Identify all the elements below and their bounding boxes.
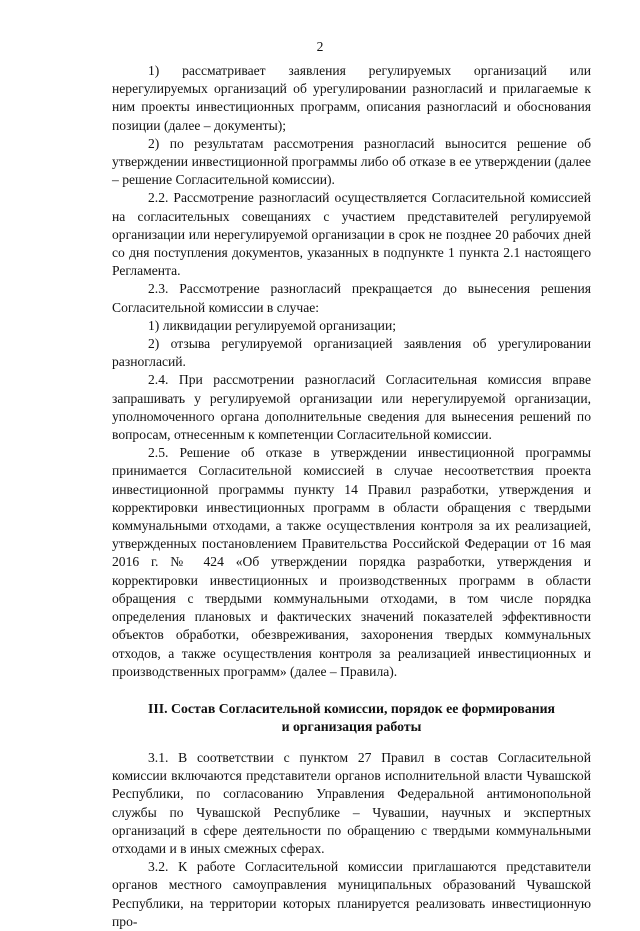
paragraph-2-3-item-2: 2) отзыва регулируемой организацией заявления об урегулировании разногласий. xyxy=(112,336,591,370)
page-number: 2 xyxy=(316,39,324,54)
paragraph-3-1-item-1: 1) рассматривает заявления регулируемых организаций или нерегулируемых организаций об урегулировании разногласий и прилагаемые к ним проекты инвестиционных программ, описания разногласий и обоснования позиции (далее – документы); xyxy=(112,63,591,133)
paragraph-3-1: 3.1. В соответствии с пунктом 27 Правил в состав Согласительной комиссии включаются представители органов исполнительной власти Чувашской Республики, по согласованию Управления Федеральной антимонопольной службы по Чувашской Республике – Чувашии, научных и экспертных организаций в сфере деятельности по обращению с твердыми коммунальными отходами и в иных смежных сферах. xyxy=(112,749,591,856)
document-body xyxy=(112,62,591,931)
paragraph-2-3-item-1: 1) ликвидации регулируемой организации; xyxy=(148,317,397,333)
paragraph-2-4: 2.4. При рассмотрении разногласий Согласительная комиссия вправе запрашивать у регулируемой организации или нерегулируемой организации, уполномоченного органа дополнительные сведения для вынесения решений по вопросам, отнесенным к компетенции Согласительной комиссии. xyxy=(112,372,591,443)
paragraph-2-3: 2.3. Рассмотрение разногласий прекращается до вынесения решения Согласительной комиссии в случае: xyxy=(112,281,591,315)
section-heading xyxy=(112,700,591,736)
paragraph-3-2: 3.2. К работе Согласительной комиссии приглашаются представители органов местного самоуправления муниципальных образований Чувашской Республики, на территории которых планируется реализовать инвестиционную про- xyxy=(112,859,591,929)
section-heading-line-1: III. Состав Согласительной комиссии, порядок ее формирования xyxy=(147,700,555,716)
paragraph-2-5: 2.5. Решение об отказе в утверждении инвестиционной программы принимается Согласительной комиссией в случае несоответствия проекта инвестиционной программы пункту 14 Правил разработки, утверждения и корректировки инвестиционных программ в области обращения с твердыми коммунальными отходами, а также осуществления контроля за их реализацией, утвержденных постановлением Правительства Российской Федерации от 16 мая 2016 г. № 424 «Об утверждении порядка разработки, утверждения и корректировки инвестиционных и производственных программ в области обращения с твердыми коммунальными отходами, в том числе порядка определения плановых и фактических значений показателей эффективности объектов обработки, обезвреживания, захоронения твердых коммунальных отходов, а также осуществления контроля за реализацией инвестиционных и производственных программ» (далее – Правила). xyxy=(112,445,591,679)
section-heading-line-2: и организация работы xyxy=(281,718,422,734)
paragraph-2-2: 2.2. Рассмотрение разногласий осуществляется Согласительной комиссией на согласительных совещаниях с участием представителей регулируемой организации или нерегулируемой организации в срок не позднее 20 рабочих дней со дня поступления документов, указанных в подпункте 1 пункта 2.1 настоящего Регламента. xyxy=(112,190,591,279)
paragraph-3-1-item-2: 2) по результатам рассмотрения разногласий выносится решение об утверждении инвестиционной программы либо об отказе в ее утверждении (далее – решение Согласительной комиссии). xyxy=(112,135,591,188)
